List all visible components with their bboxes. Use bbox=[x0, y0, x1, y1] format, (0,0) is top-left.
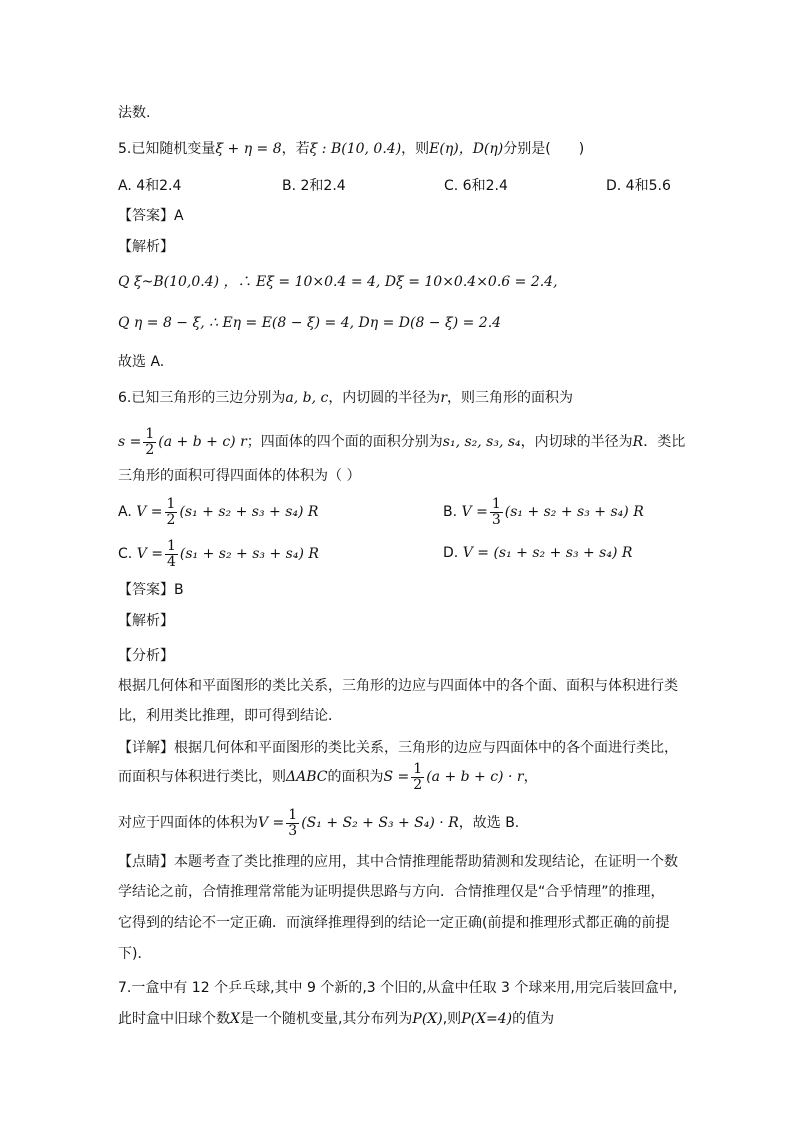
q6-fenxi-label: 【分析】 bbox=[118, 648, 174, 664]
q6-faces: s₁, s₂, s₃, s₄ bbox=[442, 434, 521, 450]
q6-fenxi-line-2: 比，利用类比推理，即可得到结论． bbox=[118, 708, 342, 724]
q6-stem-line-2 bbox=[118, 425, 685, 459]
q6-stem-line-1 bbox=[118, 388, 573, 408]
q5-option-c: C. 6和2.4 bbox=[444, 178, 508, 194]
q6-stem-mid3: ，内切球的半径为 bbox=[520, 434, 633, 450]
q6-option-c: C. V = $\frac{1}{4}$ (s₁ + s₂ + s₃ + s₄) R bbox=[118, 537, 319, 570]
q6-stem-suffix: ，则三角形的面积为 bbox=[447, 390, 574, 406]
q5-answer: 【答案】A bbox=[118, 208, 184, 224]
q6-answer: 【答案】B bbox=[118, 582, 184, 598]
q5-stem-prefix: 5.已知随机变量 bbox=[118, 141, 216, 157]
q5-dist: ξ : B(10, 0.4) bbox=[309, 141, 402, 157]
q6-stem-line-3: 三角形的面积可得四面体的体积为（ ） bbox=[118, 468, 361, 484]
q6-r-var: r bbox=[440, 390, 448, 406]
q6-option-b: B. V = $\frac{1}{3}$ (s₁ + s₂ + s₃ + s₄) R bbox=[443, 495, 644, 528]
q7-line-1: 7.一盒中有 12 个乒乓球,其中 9 个新的,3 个旧的,从盒中任取 3 个球来用,用完后装回盒中, bbox=[118, 980, 678, 996]
q6-stem-mid2: ；四面体的四个面的面积分别为 bbox=[246, 434, 443, 450]
q6-dianjing-line-1: 【点睛】本题考查了类比推理的应用，其中合情推理能帮助猜测和发现结论，在证明一个数 bbox=[118, 854, 678, 870]
q5-option-a: A. 4和2.4 bbox=[118, 178, 182, 194]
triangle-abc: ΔABC bbox=[286, 769, 328, 785]
q6-dianjing-line-2: 学结论之前，合情推理常常能为证明提供思路与方向．合情推理仅是“合乎情理”的推理， bbox=[118, 884, 665, 900]
q6-stem-suffix2: ．类比 bbox=[643, 434, 686, 450]
q6-analysis-label: 【解析】 bbox=[118, 613, 174, 629]
q6-sides: a, b, c bbox=[285, 390, 329, 406]
q6-dianjing-line-4: 下)． bbox=[118, 946, 152, 962]
q5-stem-suffix: 分别是( ) bbox=[503, 141, 585, 157]
q6-detail-line-2: 而面积与体积进行类比，则ΔABC的面积为S = $\frac{1}{2}$ (a + b + c) · r， bbox=[118, 760, 538, 793]
area-rhs: (a + b + c) r bbox=[158, 434, 247, 450]
q5-option-d: D. 4和5.6 bbox=[606, 178, 671, 194]
q6-stem-prefix: 6.已知三角形的三边分别为 bbox=[118, 390, 286, 406]
q5-solution-line-1: Q ξ~B(10,0.4) ，∴ Eξ = 10×0.4 = 4, Dξ = 10×0.4×0.6 = 2.4, bbox=[118, 274, 558, 290]
q6-option-d: D. V = (s₁ + s₂ + s₃ + s₄) R bbox=[443, 545, 633, 561]
q6-detail-line-3: 对应于四面体的体积为V = $\frac{1}{3}$ (S₁ + S₂ + S₃ + S₄) · R，故选 B. bbox=[118, 806, 520, 839]
q6-detail-line-1: 【详解】根据几何体和平面图形的类比关系，三角形的边应与四面体中的各个面进行类比， bbox=[118, 740, 678, 756]
q5-target: E(η)，D(η) bbox=[429, 141, 504, 157]
q5-stem bbox=[118, 139, 584, 159]
q5-solution-line-2: Q η = 8 − ξ, ∴ Eη = E(8 − ξ) = 4, Dη = D(8 − ξ) = 2.4 bbox=[118, 315, 502, 331]
half-fraction: $\frac{1}{2}$ bbox=[145, 425, 155, 458]
intro-tail: 法数. bbox=[118, 105, 151, 121]
q5-then: ，则 bbox=[401, 141, 430, 157]
q5-option-b: B. 2和2.4 bbox=[282, 178, 346, 194]
q7-line-2: 此时盒中旧球个数X是一个随机变量,其分布列为P(X),则P(X=4)的值为 bbox=[118, 1011, 555, 1027]
q5-expr: ξ + η = 8 bbox=[215, 141, 282, 157]
area-lhs: s = bbox=[118, 434, 142, 450]
q5-analysis-label: 【解析】 bbox=[118, 239, 174, 255]
q6-stem-mid: ，内切圆的半径为 bbox=[328, 390, 441, 406]
q6-option-a: A. V = $\frac{1}{2}$ (s₁ + s₂ + s₃ + s₄) R bbox=[118, 495, 319, 528]
q6-R-var: R bbox=[632, 434, 644, 450]
q6-fenxi-line-1: 根据几何体和平面图形的类比关系，三角形的边应与四面体中的各个面、面积与体积进行类 bbox=[118, 678, 678, 694]
q5-conclusion: 故选 A. bbox=[118, 354, 165, 370]
q5-if: ，若 bbox=[281, 141, 310, 157]
q6-dianjing-line-3: 它得到的结论不一定正确．而演绎推理得到的结论一定正确(前提和推理形式都正确的前提 bbox=[118, 915, 670, 931]
